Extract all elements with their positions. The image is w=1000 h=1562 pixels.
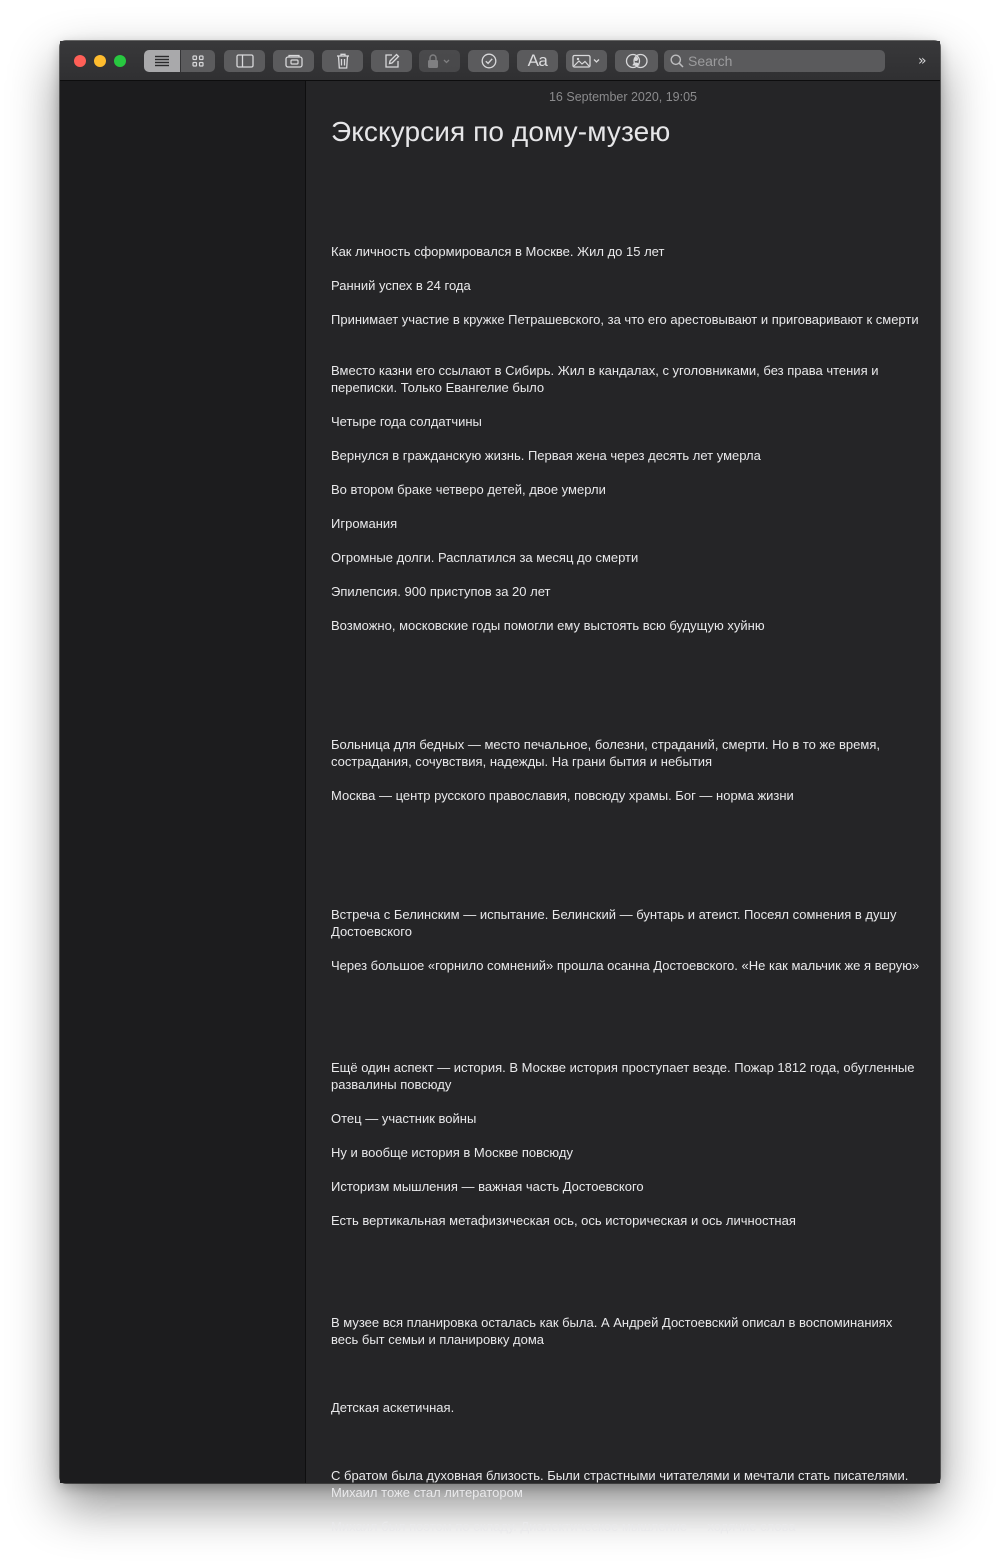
note-paragraph[interactable]: Ну и вообще история в Москве повсюду — [331, 1145, 573, 1160]
photo-icon — [572, 54, 602, 68]
toolbar-overflow-icon[interactable]: » — [918, 53, 924, 69]
note-paragraph[interactable]: С братом была духовная близость. Были страстными читателями и мечтали стать писателями. Михаил тоже стал литератором — [331, 1468, 909, 1500]
note-paragraph[interactable]: Через большое «горнило сомнений» прошла осанна Достоевского. «Не как мальчик же я верую» — [331, 958, 920, 973]
collaborate-icon — [625, 53, 649, 69]
note-paragraph[interactable]: Встреча с Белинским — испытание. Белинский — бунтарь и атеист. Посеял сомнения в душу Достоевского — [331, 907, 897, 939]
note-paragraph[interactable]: Москва — центр русского православия, повсюду храмы. Бог — норма жизни — [331, 788, 794, 803]
notes-list-sidebar — [60, 81, 306, 1483]
note-title[interactable]: Экскурсия по дому-музею — [331, 116, 671, 147]
search-field[interactable] — [664, 50, 885, 72]
note-paragraph[interactable]: Ранний успех в 24 года — [331, 278, 471, 293]
compose-icon — [384, 53, 400, 69]
trash-icon — [336, 53, 350, 69]
notes-window — [60, 41, 940, 1534]
note-paragraph[interactable]: Четыре года солдатчины — [331, 414, 482, 429]
lock-button[interactable] — [419, 50, 460, 72]
note-paragraph[interactable]: Вместо казни его ссылают в Сибирь. Жил в кандалах, с уголовниками, без права чтения и переписки. Только Евангелие было — [331, 363, 879, 395]
grid-icon — [192, 55, 204, 67]
note-editor[interactable] — [306, 81, 940, 1534]
sidebar-icon — [236, 54, 254, 68]
note-date: 16 September 2020, 19:05 — [548, 90, 698, 104]
lock-icon — [427, 54, 453, 68]
note-paragraph[interactable]: Во втором браке четверо детей, двое умерли — [331, 482, 606, 497]
delete-note-button[interactable] — [322, 50, 363, 72]
attachments-button[interactable] — [273, 50, 314, 72]
checklist-button[interactable] — [468, 50, 509, 72]
search-icon — [670, 54, 684, 68]
minimize-button[interactable] — [94, 55, 106, 67]
new-note-button[interactable] — [371, 50, 412, 72]
note-paragraph[interactable]: Больница для бедных — место печальное, болезни, страданий, смерти. Но в то же время, сострадания, сочувствия, надежды. На грани бытия и небытия — [331, 737, 880, 769]
share-button[interactable] — [615, 50, 658, 72]
note-paragraph[interactable]: В музее вся планировка осталась как была. А Андрей Достоевский описал в воспоминаниях весь быт семьи и планировку дома — [331, 1315, 893, 1347]
note-paragraph[interactable]: Возможно, московские годы помогли ему выстоять всю будущую хуйню — [331, 618, 765, 633]
close-button[interactable] — [74, 55, 86, 67]
note-paragraph[interactable]: Ещё один аспект — история. В Москве история проступает везде. Пожар 1812 года, обугленные развалины повсюду — [331, 1060, 915, 1092]
note-paragraph[interactable]: Вернулся в гражданскую жизнь. Первая жена через десять лет умерла — [331, 448, 761, 463]
media-button[interactable] — [566, 50, 607, 72]
note-paragraph[interactable]: Как личность сформировался в Москве. Жил до 15 лет — [331, 244, 665, 259]
list-view-button[interactable] — [144, 50, 180, 72]
toggle-sidebar-button[interactable] — [224, 50, 265, 72]
list-icon — [154, 55, 170, 67]
note-paragraph[interactable]: Есть вертикальная метафизическая ось, ось историческая и ось личностная — [331, 1213, 796, 1228]
checkmark-circle-icon — [481, 53, 497, 69]
gallery-view-button[interactable] — [181, 50, 215, 72]
note-paragraph[interactable]: Детская аскетичная. — [331, 1400, 455, 1415]
toolbar — [60, 41, 940, 81]
note-paragraph[interactable]: Историзм мышления — важная часть Достоевского — [331, 1179, 644, 1194]
search-input[interactable] — [688, 51, 878, 71]
note-paragraph[interactable]: Принимает участие в кружке Петрашевского, за что его арестовывают и приговаривают к смерти — [331, 312, 919, 327]
note-paragraph[interactable]: Игромания — [331, 516, 398, 531]
note-paragraph[interactable]: Огромные долги. Расплатился за месяц до смерти — [331, 550, 639, 565]
zoom-button[interactable] — [114, 55, 126, 67]
note-paragraph[interactable]: Михаил был поэтом по складу. Диалектическое мышление — ходячие слова — [331, 1519, 796, 1534]
attachments-icon — [285, 54, 303, 68]
format-button[interactable] — [517, 50, 558, 72]
note-paragraph[interactable]: Отец — участник войны — [331, 1111, 477, 1126]
note-paragraph[interactable]: Эпилепсия. 900 приступов за 20 лет — [331, 584, 551, 599]
format-text-icon: Aa — [527, 51, 548, 70]
